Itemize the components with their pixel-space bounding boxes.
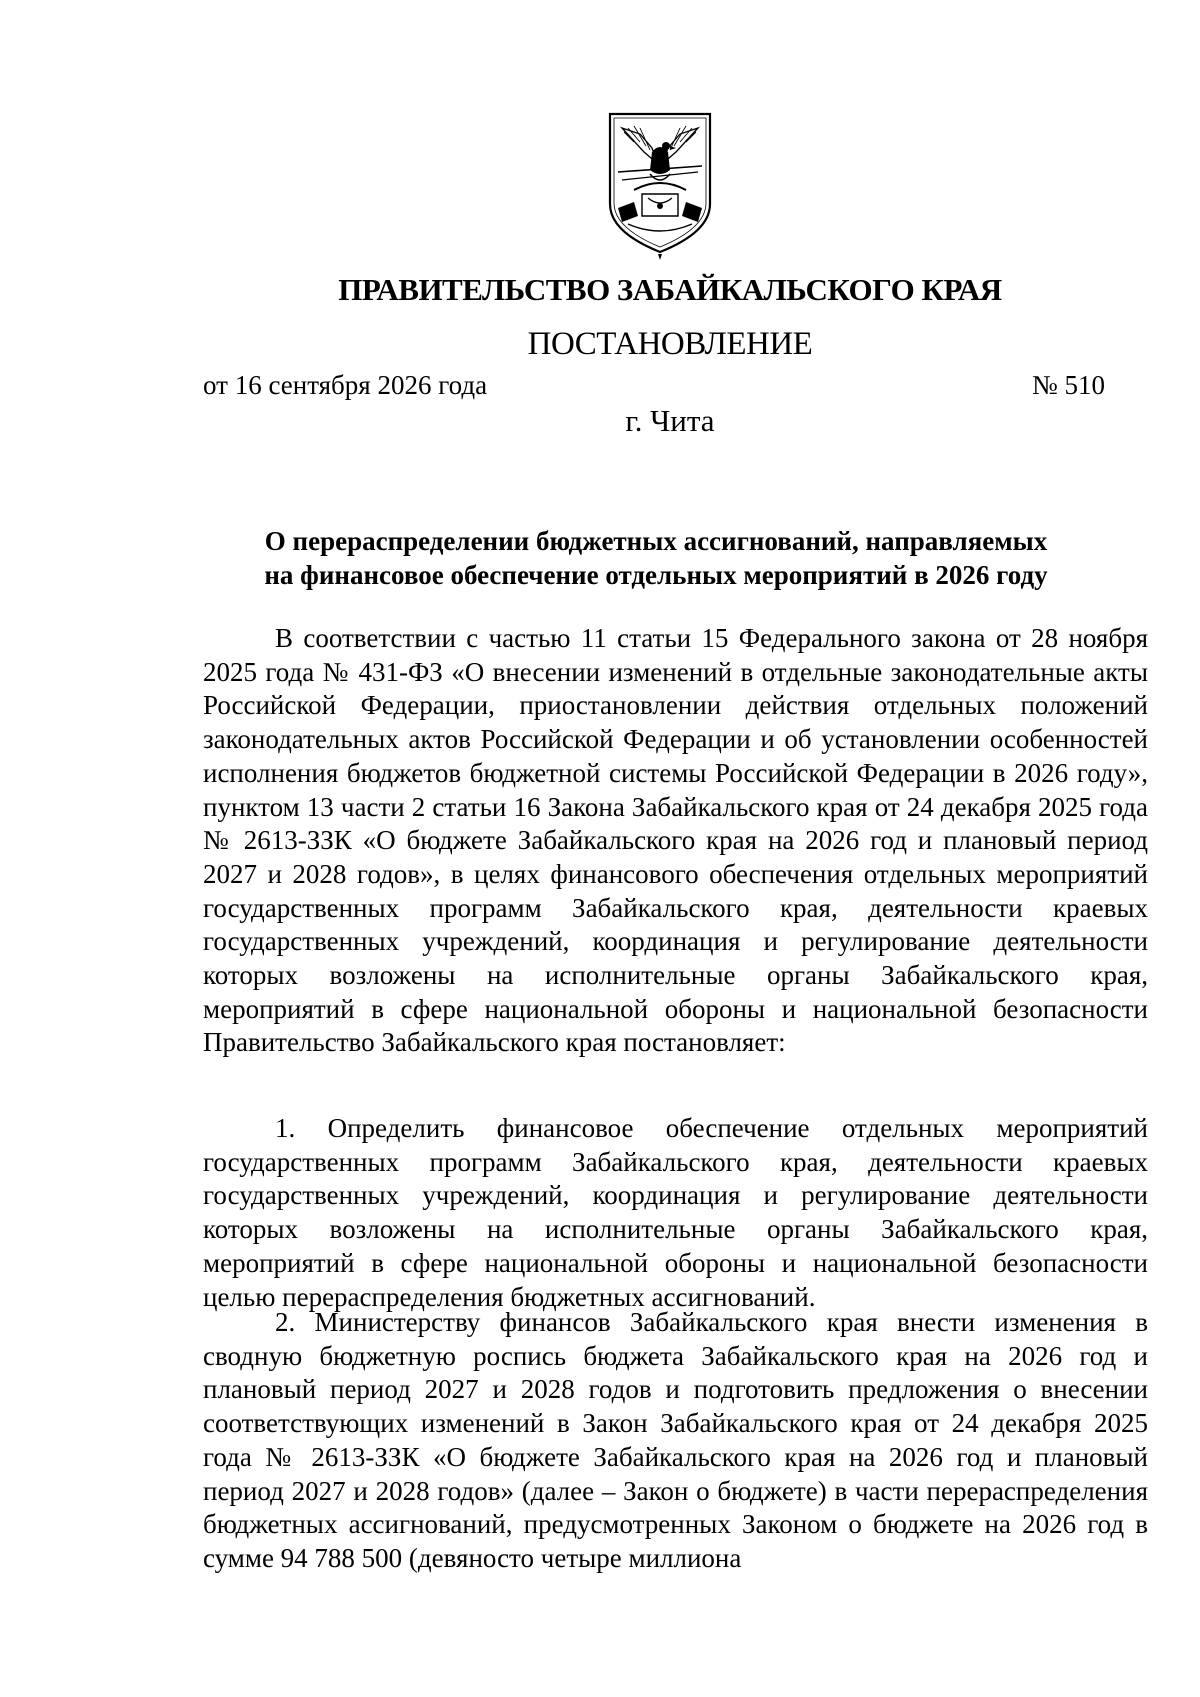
clause-1-paragraph: 1. Определить финансовое обеспечение отдельных мероприятий государственных программ Забайкальского края, деятельности краевых государственных учреждений, координация и регулирование деятельности которых возложены на исполнительные органы Забайкальского края, мероприятий в сфере национальной обороны и национальной безопасности целью перераспределения бюджетных ассигнований. bbox=[203, 1113, 1148, 1312]
coat-of-arms-icon bbox=[604, 112, 716, 262]
document-title-line-1: О перераспределении бюджетных ассигнований, направляемых bbox=[264, 526, 1048, 556]
clause-2-paragraph: 2. Министерству финансов Забайкальского края внести изменения в сводную бюджетную роспись бюджета Забайкальского края на 2026 год и плановый период 2027 и 2028 годов и подготовить предложения о внесении соответствующих изменений в Закон Забайкальского края от 24 декабря 2025 года № 2613-ЗЗК «О бюджете Забайкальского края на 2026 год и плановый период 2027 и 2028 годов» (далее – Закон о бюджете) в части перераспределения бюджетных ассигнований, предусмотренных Законом о бюджете на 2026 год в сумме 94 788 500 (девяносто четыре миллиона bbox=[203, 1307, 1148, 1573]
preamble-paragraph: В соответствии с частью 11 статьи 15 Федерального закона от 28 ноября 2025 года № 431-ФЗ «О внесении изменений в отдельные законодательные акты Российской Федерации, приостановлении действия отдельных положений законодательных актов Российской Федерации и об установлении особенностей исполнения бюджетов бюджетной системы Российской Федерации в 2026 году», пунктом 13 части 2 статьи 16 Закона Забайкальского края от 24 декабря 2025 года № 2613-ЗЗК «О бюджете Забайкальского края на 2026 год и плановый период 2027 и 2028 годов», в целях финансового обеспечения отдельных мероприятий государственных программ Забайкальского края, деятельности краевых государственных учреждений, координация и регулирование деятельности которых возложены на исполнительные органы Забайкальского края, мероприятий в сфере национальной обороны и национальной безопасности Правительство Забайкальского края постановляет: bbox=[203, 623, 1148, 1058]
document-title-line-2: на финансовое обеспечение отдельных мероприятий в 2026 году bbox=[264, 560, 1048, 590]
document-type: ПОСТАНОВЛЕНИЕ bbox=[527, 326, 813, 362]
organization-name: ПРАВИТЕЛЬСТВО ЗАБАЙКАЛЬСКОГО КРАЯ bbox=[338, 272, 1002, 307]
document-city: г. Чита bbox=[625, 403, 715, 438]
document-title bbox=[200, 524, 1112, 592]
document-date: от 16 сентября 2026 года bbox=[203, 370, 488, 400]
document-number: № 510 bbox=[1031, 370, 1105, 400]
